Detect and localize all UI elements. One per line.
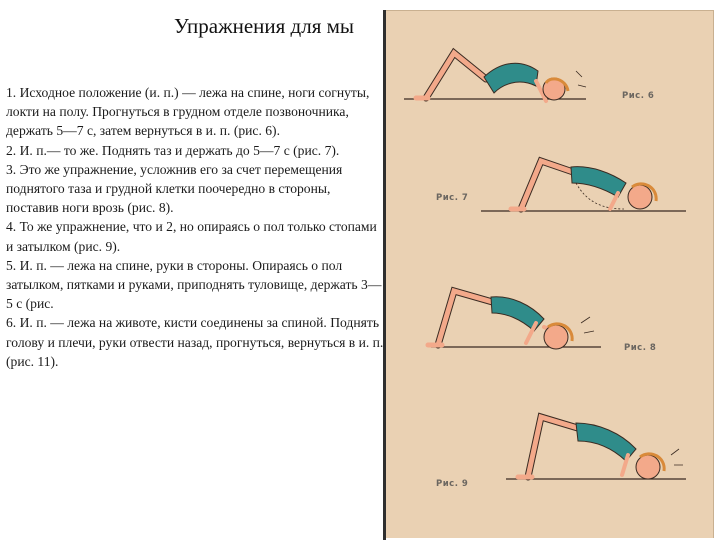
illustration-panel xyxy=(383,10,714,538)
figure-caption: Рис. 8 xyxy=(624,343,657,353)
exercise-figure-bridge-shift-icon xyxy=(386,273,714,383)
instruction-paragraph: 1. Исходное положение (и. п.) — лежа на спине, ноги согнуты, локти на полу. Прогнуться в грудном отделе позвоночника, держать 5—7 с, затем вернуться в и. п. (рис. 6). xyxy=(6,85,370,139)
page-title: Упражнения для мы xyxy=(174,14,355,38)
exercise-figure-bridge-feet-head-icon xyxy=(386,403,714,523)
figure-caption: Рис. 9 xyxy=(436,479,469,489)
figure-caption: Рис. 6 xyxy=(622,91,655,101)
panel-border xyxy=(383,10,386,540)
figure-8 xyxy=(386,273,714,383)
instruction-paragraph: 2. И. п.— то же. Поднять таз и держать до 5—7 с (рис. 7). xyxy=(6,142,340,158)
instruction-paragraph: 6. И. п. — лежа на животе, кисти соединены за спиной. Поднять голову и плечи, руки отвести назад, прогнуться, вернуться в и. п. (рис. 11). xyxy=(6,315,384,369)
exercise-figure-chest-arch-icon xyxy=(386,31,714,131)
figure-9 xyxy=(386,403,714,523)
instruction-paragraph: 5. И. п. — лежа на спине, руки в стороны. Опираясь о пол затылком, пятками и руками, приподнять туловище, держать 3—5 с (рис. xyxy=(6,257,382,312)
instruction-paragraph: 3. Это же упражнение, усложнив его за счет перемещения поднятого таза и грудной клетки поочередно в стороны, поставив ноги врозь (рис. 8). xyxy=(6,161,343,216)
figure-6 xyxy=(386,31,714,131)
exercise-instructions xyxy=(6,83,384,371)
figure-7 xyxy=(386,143,714,243)
figure-caption: Рис. 7 xyxy=(436,193,469,203)
instruction-paragraph: 4. То же упражнение, что и 2, но опираясь о пол только стопами и затылком (рис. 9). xyxy=(6,219,377,254)
